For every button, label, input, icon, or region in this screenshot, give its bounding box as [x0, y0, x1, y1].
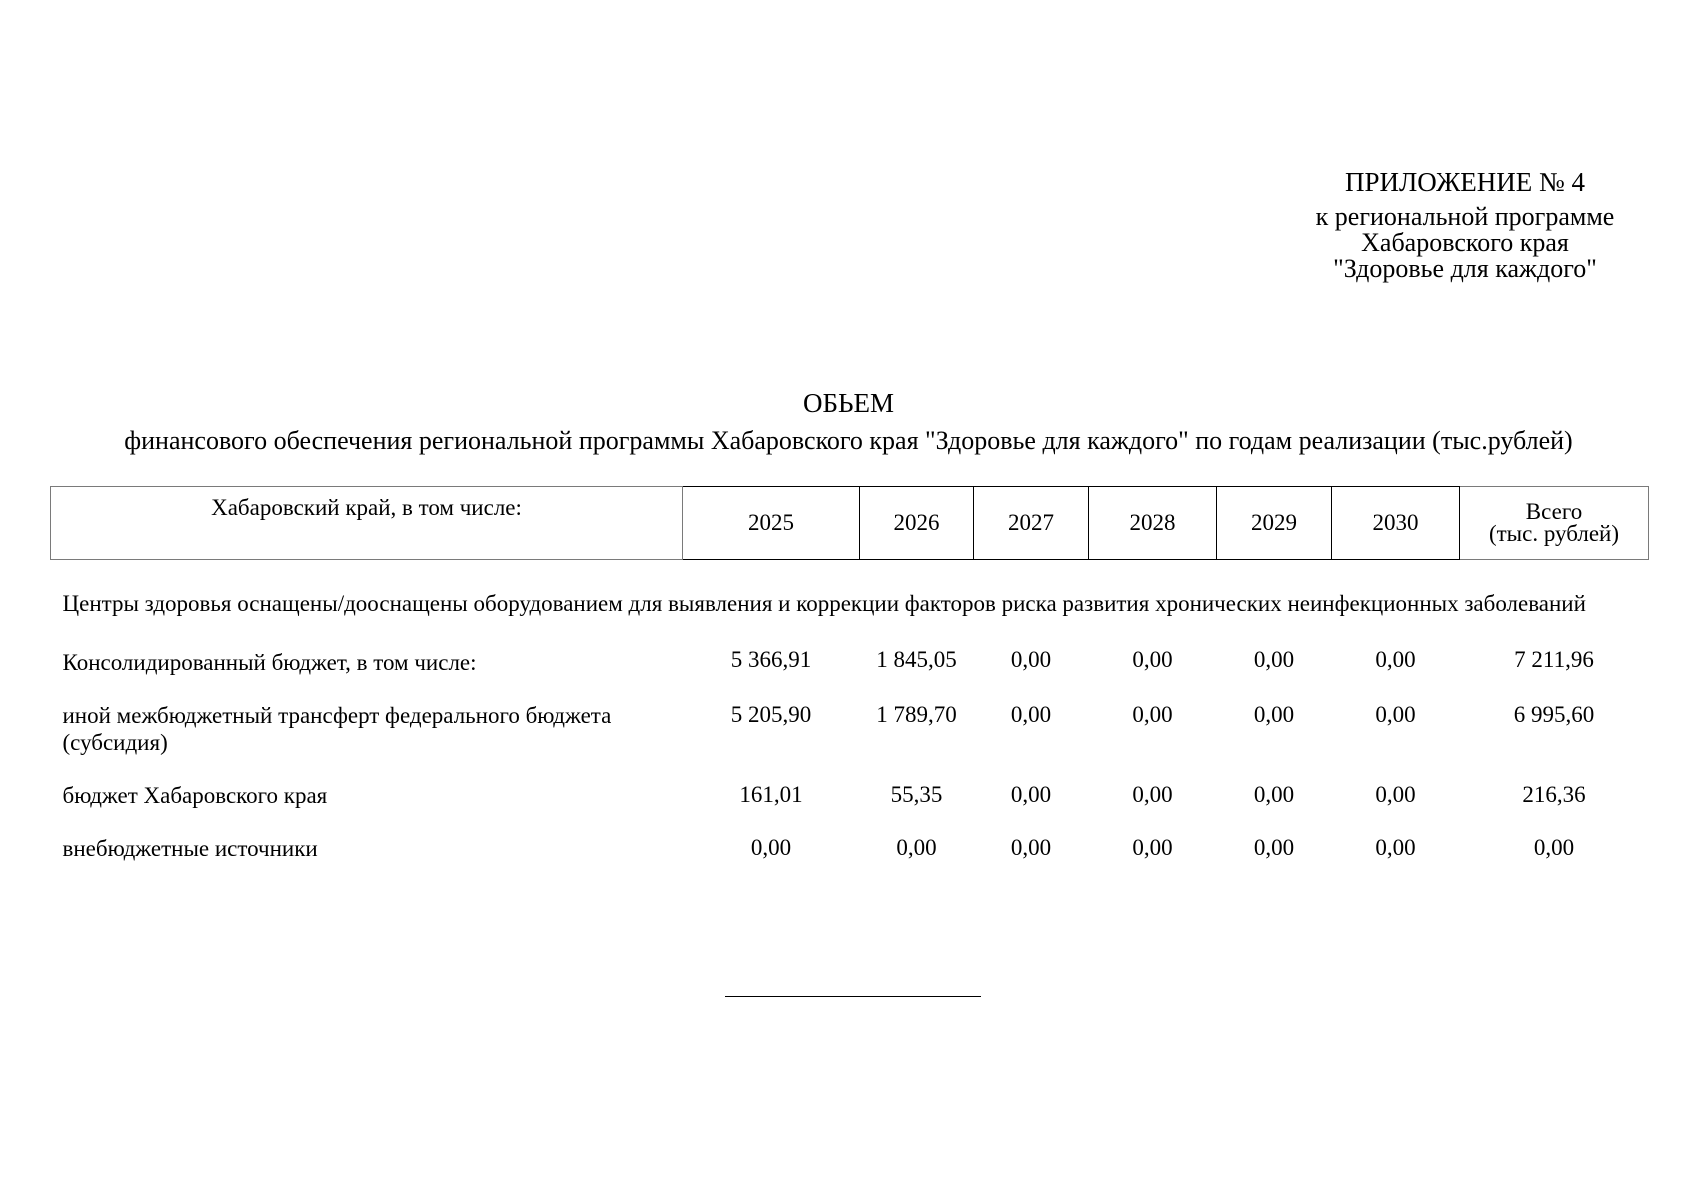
cell-value: 0,00: [1132, 647, 1173, 672]
cell-value: 0,00: [1253, 782, 1295, 807]
header-year-2026: 2026: [860, 487, 974, 560]
appendix-line-1: к региональной программе: [1315, 202, 1615, 231]
cell-value: 161,01: [739, 782, 803, 807]
header-year-2028: 2028: [1089, 487, 1217, 560]
cell-value: 0,00: [1375, 647, 1416, 672]
header-label: Хабаровский край, в том числе:: [51, 487, 683, 560]
cell-value: 5 205,90: [730, 702, 812, 727]
section-title-row: [51, 560, 1649, 618]
header-total-line-2: (тыс. рублей): [1488, 521, 1620, 546]
cell-value: 0,00: [1375, 835, 1416, 860]
table-row: [51, 676, 1649, 756]
header-year-2029: 2029: [1217, 487, 1332, 560]
table-header-row: [51, 487, 1649, 560]
table-row: [51, 756, 1649, 809]
cell-value: 0,00: [750, 835, 792, 860]
cell-value: 0,00: [1253, 647, 1295, 672]
cell-value: 0,00: [896, 835, 937, 860]
cell-value: 0,00: [1253, 702, 1295, 727]
footer-divider: [725, 996, 981, 997]
cell-value: 0,00: [1375, 782, 1416, 807]
cell-total: 7 211,96: [1514, 647, 1594, 672]
appendix-title: ПРИЛОЖЕНИЕ № 4: [1344, 167, 1586, 197]
table-row: [51, 617, 1649, 676]
cell-total: 6 995,60: [1513, 702, 1595, 727]
header-year-2030: 2030: [1332, 487, 1460, 560]
cell-value: 5 366,91: [730, 647, 812, 672]
header-year-2025: 2025: [683, 487, 860, 560]
cell-value: 0,00: [1132, 782, 1173, 807]
document-title: ОБЬЕМ: [802, 388, 894, 418]
financing-table: [50, 486, 1649, 862]
header-total-line-1: Всего: [1525, 499, 1583, 524]
appendix-line-2: Хабаровского края: [1361, 228, 1569, 257]
cell-value: 0,00: [1253, 835, 1295, 860]
cell-value: 0,00: [1010, 702, 1052, 727]
cell-total: 216,36: [1522, 782, 1586, 807]
header-year-2027: 2027: [974, 487, 1089, 560]
row-label: внебюджетные источники: [62, 836, 318, 861]
cell-value: 55,35: [890, 782, 943, 807]
financing-table-wrapper: [50, 486, 1648, 862]
cell-total: 0,00: [1533, 835, 1575, 860]
cell-value: 0,00: [1375, 702, 1416, 727]
cell-value: 1 845,05: [876, 647, 957, 672]
document-subtitle: финансового обеспечения региональной программы Хабаровского края "Здоровье для каждого" по годам реализации (тыс.рублей): [124, 426, 1573, 455]
appendix-line-3: "Здоровье для каждого": [1333, 254, 1597, 283]
appendix-block: [1280, 166, 1650, 282]
table-row: [51, 809, 1649, 862]
cell-value: 0,00: [1010, 835, 1052, 860]
cell-value: 1 789,70: [876, 702, 957, 727]
header-total: [1460, 487, 1649, 560]
section-title: Центры здоровья оснащены/дооснащены оборудованием для выявления и коррекции факторов риска развития хронических неинфекционных заболеваний: [62, 591, 1586, 616]
cell-value: 0,00: [1132, 702, 1173, 727]
row-label: иной межбюджетный трансферт федерального бюджета (субсидия): [62, 703, 612, 755]
row-label: бюджет Хабаровского края: [62, 783, 328, 808]
cell-value: 0,00: [1010, 782, 1052, 807]
row-label: Консолидированный бюджет, в том числе:: [62, 650, 477, 675]
cell-value: 0,00: [1132, 835, 1173, 860]
cell-value: 0,00: [1010, 647, 1052, 672]
